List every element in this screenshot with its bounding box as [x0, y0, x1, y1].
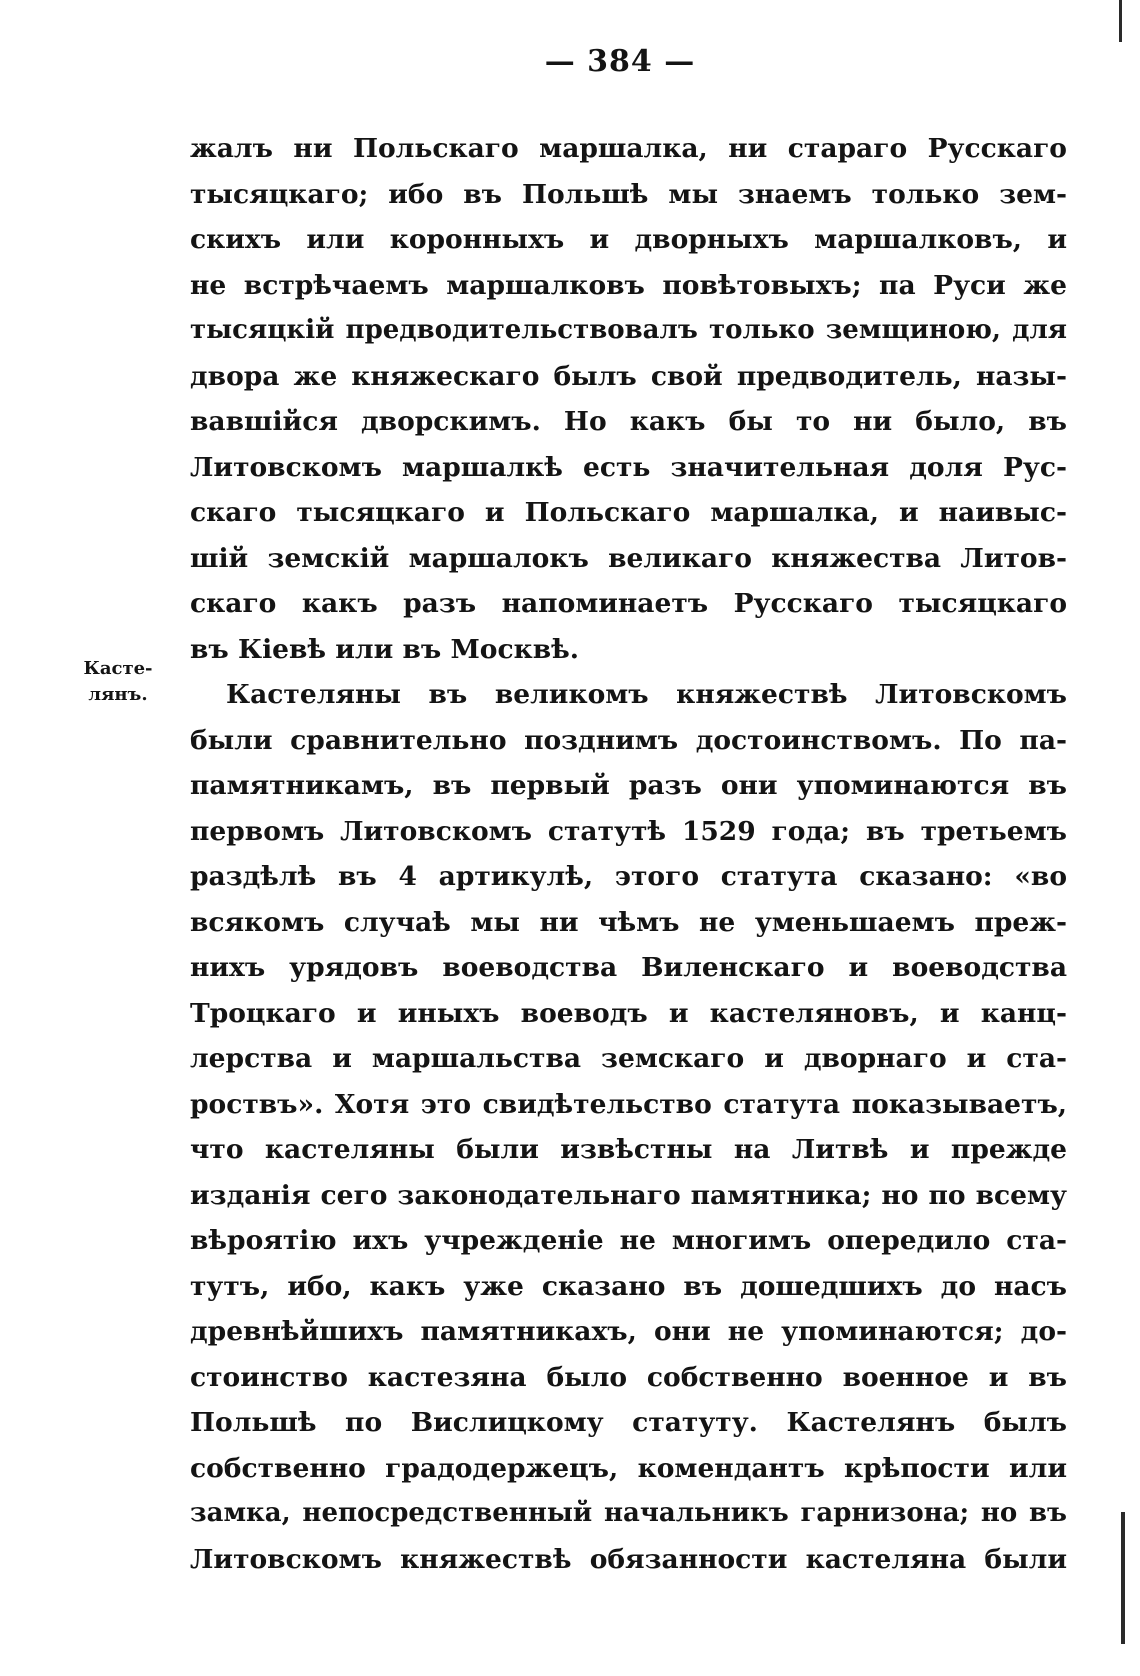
text-line: раздѣлѣ въ 4 артикулѣ, этого статута сказано: «во — [190, 861, 1067, 892]
text-line: лерства и маршальства земскаго и дворнаго и ста- — [190, 1043, 1067, 1074]
text-line: скаго какъ разъ напоминаетъ Русскаго тысяцкаго — [190, 588, 1067, 619]
text-line: что кастеляны были извѣстны на Литвѣ и прежде — [190, 1134, 1067, 1165]
text-line: были сравнительно позднимъ достоинствомъ. По па- — [190, 724, 1067, 756]
text-line: тысяцкаго; ибо въ Польшѣ мы знаемъ только зем- — [190, 178, 1067, 210]
text-line: вѣроятію ихъ учрежденіе не многимъ опередило ста- — [190, 1225, 1067, 1256]
text-line: Кастеляны въ великомъ княжествѣ Литовскомъ — [226, 679, 1067, 710]
text-line: скихъ или коронныхъ и дворныхъ маршалковъ, и — [190, 224, 1067, 255]
margin-note — [72, 656, 164, 708]
text-line: Литовскомъ маршалкѣ есть значительная доля Рус- — [190, 451, 1067, 483]
text-line: Литовскомъ княжествѣ обязанности кастеляна были — [190, 1543, 1067, 1575]
text-line: нихъ урядовъ воеводства Виленскаго и воеводства — [190, 952, 1067, 983]
text-line: жалъ ни Польскаго маршалка, ни стараго Русскаго — [190, 133, 1067, 164]
text-line: памятникамъ, въ первый разъ они упоминаются въ — [190, 770, 1067, 801]
text-line: скаго тысяцкаго и Польскаго маршалка, и наивыс- — [190, 497, 1067, 528]
scan-edge-mark — [1121, 1512, 1125, 1644]
text-line: въ Кіевѣ или въ Москвѣ. — [190, 633, 580, 665]
body-text — [190, 126, 1067, 1582]
page-number: — 384 — — [544, 44, 696, 79]
text-line: тутъ, ибо, какъ уже сказано въ дошедшихъ до насъ — [190, 1270, 1067, 1302]
text-line: двора же княжескаго былъ свой предводитель, назы- — [190, 360, 1067, 392]
text-line: всякомъ случаѣ мы ни чѣмъ не уменьшаемъ преж- — [190, 906, 1067, 938]
scan-edge-mark — [1119, 0, 1122, 42]
text-line: стоинство кастезяна было собственно военное и въ — [190, 1361, 1067, 1393]
text-line: замка, непосредственный начальникъ гарнизона; но въ — [190, 1498, 1067, 1528]
text-line: не встрѣчаемъ маршалковъ повѣтовыхъ; па Руси же — [190, 269, 1067, 301]
text-line: Троцкаго и иныхъ воеводъ и кастеляновъ, и канц- — [190, 997, 1067, 1029]
text-line: шій земскій маршалокъ великаго княжества Литов- — [190, 542, 1067, 574]
text-line: Польшѣ по Вислицкому статуту. Кастелянъ былъ — [190, 1407, 1067, 1438]
text-line: изданія сего законодательнаго памятника; но по всему — [190, 1179, 1067, 1211]
text-line: собственно градодержецъ, комендантъ крѣпости или — [190, 1452, 1067, 1484]
text-line: вавшійся дворскимъ. Но какъ бы то ни было, въ — [190, 406, 1067, 437]
margin-note-line: Касте- — [83, 658, 153, 679]
text-line: древнѣйшихъ памятникахъ, они не упоминаются; до- — [190, 1316, 1067, 1347]
text-line: тысяцкій предводительствовалъ только земщиною, для — [190, 315, 1067, 345]
text-line: роствъ». Хотя это свидѣтельство статута показываетъ, — [190, 1088, 1067, 1120]
margin-note-line: лянъ. — [88, 684, 148, 705]
text-line: первомъ Литовскомъ статутѣ 1529 года; въ третьемъ — [190, 815, 1067, 847]
